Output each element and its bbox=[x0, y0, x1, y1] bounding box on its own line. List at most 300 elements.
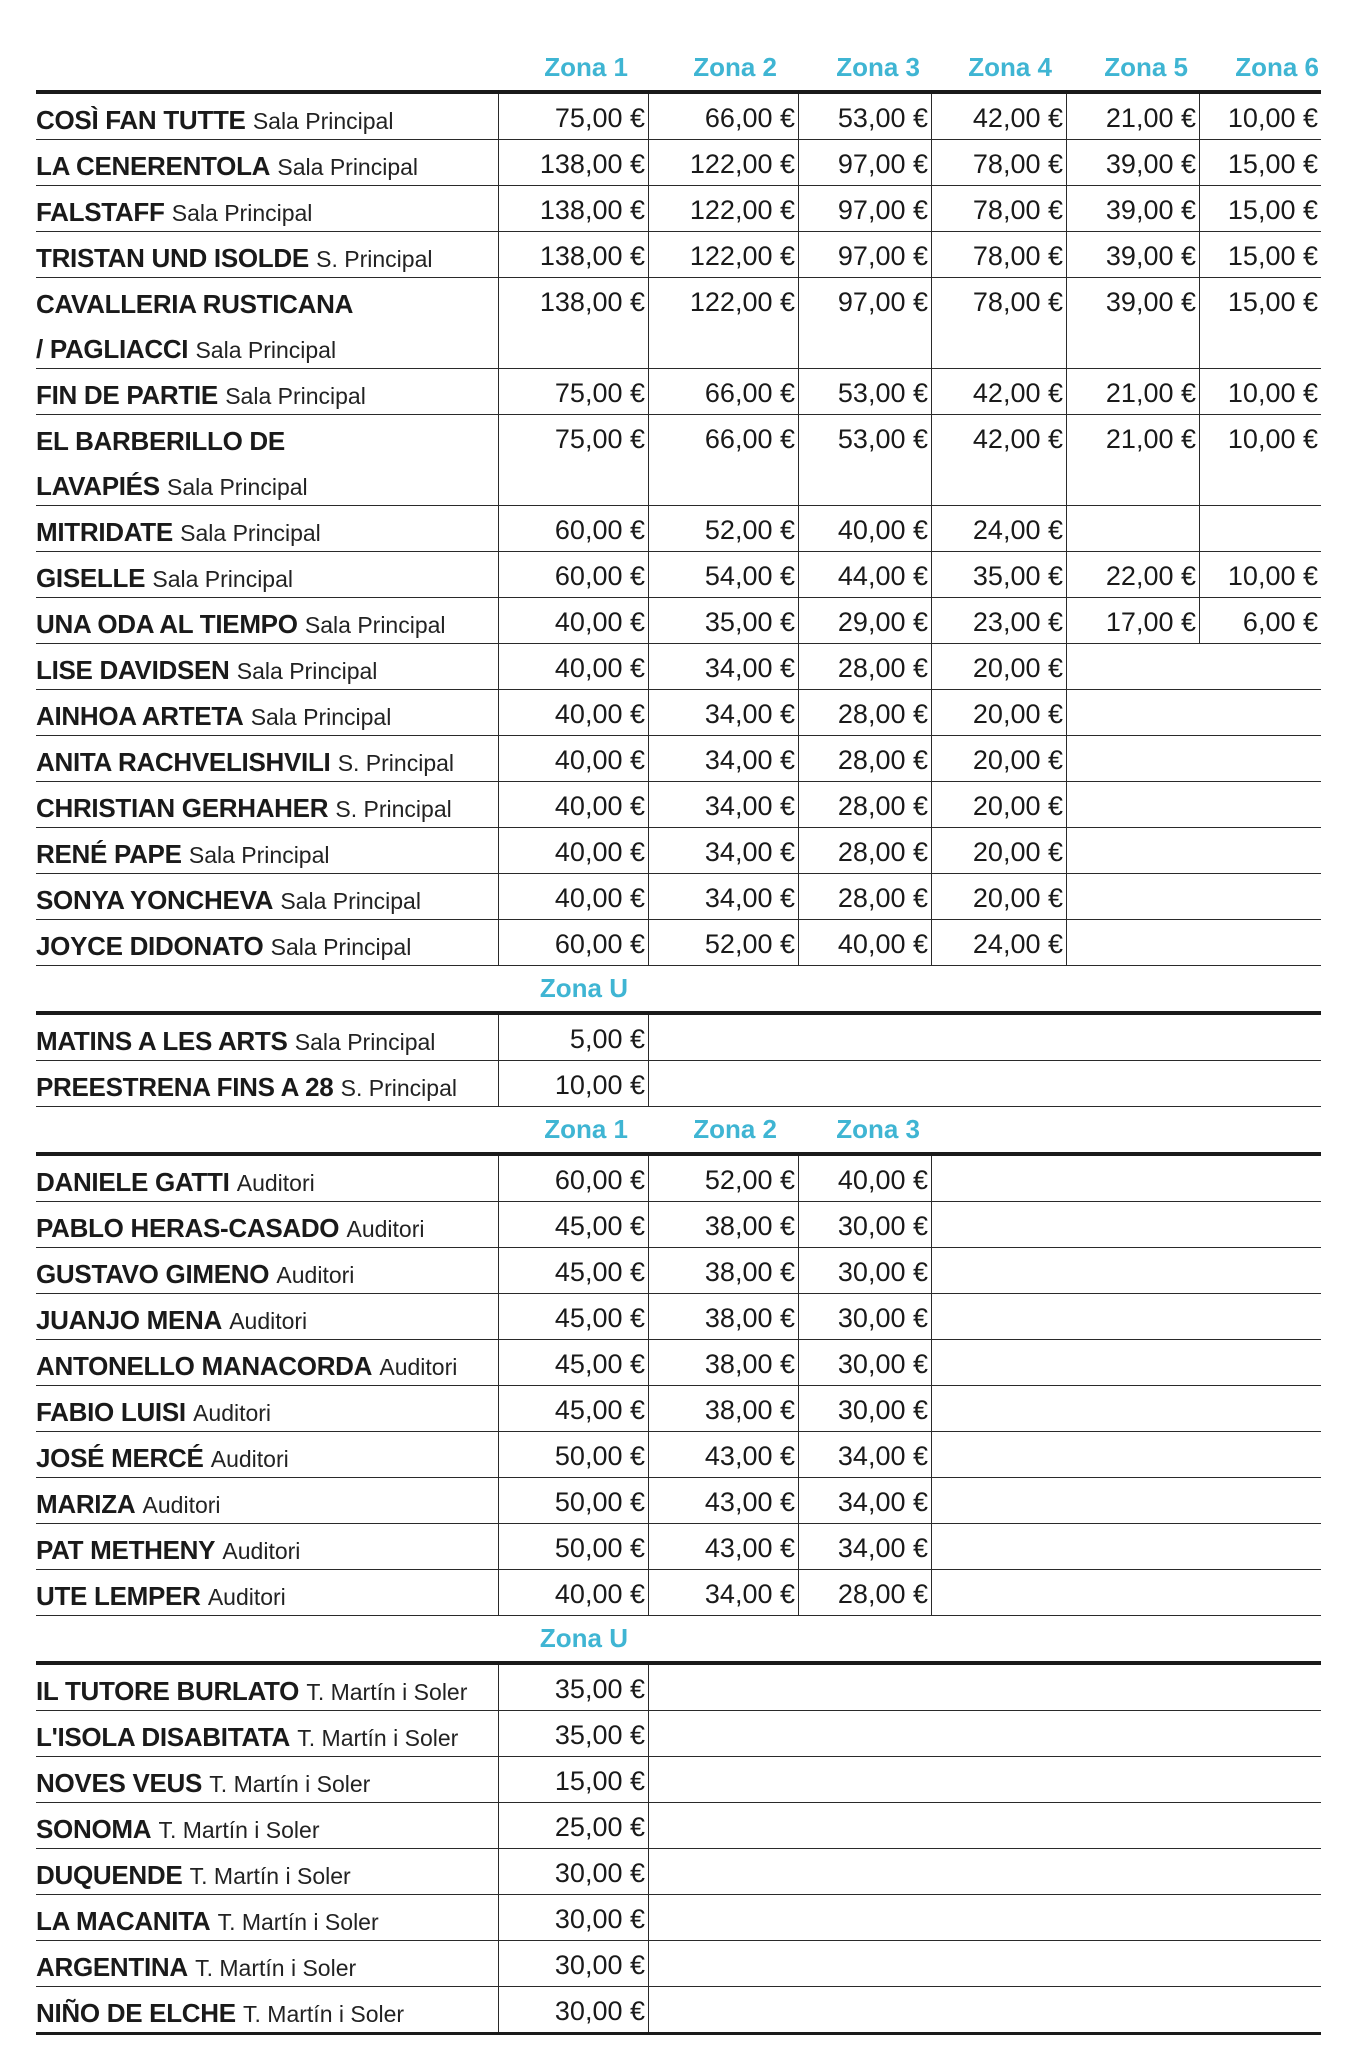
price-value: 30,00 € bbox=[554, 1858, 645, 1888]
price-cell bbox=[798, 874, 931, 919]
event-title: MARIZA bbox=[36, 1489, 136, 1519]
price-cell bbox=[1066, 644, 1321, 689]
price-cell bbox=[798, 1432, 931, 1477]
table-row bbox=[36, 1665, 1321, 1711]
event-title: NIÑO DE ELCHE bbox=[36, 1998, 236, 2028]
event-name-cell bbox=[36, 369, 494, 419]
price-cell bbox=[931, 415, 1066, 505]
price-value: 29,00 € bbox=[837, 607, 928, 637]
price-cell bbox=[1066, 94, 1199, 139]
price-cell bbox=[648, 369, 798, 414]
zone-header-row bbox=[36, 1107, 1321, 1156]
event-venue: Auditori bbox=[193, 1400, 272, 1426]
event-venue: Sala Principal bbox=[236, 658, 378, 684]
price-value: 75,00 € bbox=[554, 378, 645, 408]
price-cell bbox=[648, 1202, 798, 1247]
price-value: 40,00 € bbox=[554, 837, 645, 867]
event-title: CHRISTIAN GERHAHER bbox=[36, 793, 329, 823]
price-cell bbox=[1066, 186, 1199, 231]
event-title: LA CENERENTOLA bbox=[36, 151, 271, 181]
event-name-cell bbox=[36, 1340, 494, 1390]
event-name-cell bbox=[36, 1941, 494, 1991]
event-venue: Auditori bbox=[229, 1308, 308, 1334]
price-cell bbox=[648, 94, 798, 139]
price-cell bbox=[931, 1294, 1321, 1339]
price-cell bbox=[798, 1478, 931, 1523]
event-name-cell bbox=[36, 1432, 494, 1482]
table-row bbox=[36, 278, 1321, 369]
price-cell bbox=[931, 782, 1066, 827]
event-title: AINHOA ARTETA bbox=[36, 701, 244, 731]
price-cell bbox=[648, 1340, 798, 1385]
price-value: 122,00 € bbox=[689, 195, 795, 225]
event-title: TRISTAN UND ISOLDE bbox=[36, 243, 309, 273]
table-row bbox=[36, 415, 1321, 506]
price-cell bbox=[798, 920, 931, 965]
event-name-cell bbox=[36, 1757, 494, 1807]
event-name-cell bbox=[36, 598, 494, 648]
zone-header-row bbox=[36, 1616, 1321, 1665]
price-cell bbox=[498, 1294, 648, 1339]
price-value: 30,00 € bbox=[837, 1303, 928, 1333]
price-value: 30,00 € bbox=[837, 1211, 928, 1241]
price-value: 38,00 € bbox=[704, 1257, 795, 1287]
price-value: 21,00 € bbox=[1105, 378, 1196, 408]
event-venue: Auditori bbox=[379, 1354, 458, 1380]
price-value: 52,00 € bbox=[704, 1165, 795, 1195]
price-cell bbox=[498, 1340, 648, 1385]
event-venue: S. Principal bbox=[335, 796, 452, 822]
price-cell bbox=[648, 1941, 1321, 1986]
price-value: 30,00 € bbox=[837, 1395, 928, 1425]
event-name-cell bbox=[36, 1665, 494, 1715]
price-value: 28,00 € bbox=[837, 883, 928, 913]
table-row bbox=[36, 736, 1321, 782]
price-cell bbox=[931, 828, 1066, 873]
price-value: 23,00 € bbox=[972, 607, 1063, 637]
price-cell bbox=[648, 920, 798, 965]
price-value: 42,00 € bbox=[972, 424, 1063, 454]
event-title: GUSTAVO GIMENO bbox=[36, 1259, 270, 1289]
price-cell bbox=[648, 1665, 1321, 1710]
price-cell bbox=[1199, 369, 1321, 414]
price-cell bbox=[1199, 506, 1321, 551]
price-value: 28,00 € bbox=[837, 699, 928, 729]
price-value: 35,00 € bbox=[704, 607, 795, 637]
price-value: 38,00 € bbox=[704, 1303, 795, 1333]
price-value: 138,00 € bbox=[539, 241, 645, 271]
price-cell bbox=[648, 736, 798, 781]
price-cell bbox=[1199, 552, 1321, 597]
price-cell bbox=[798, 186, 931, 231]
price-cell bbox=[931, 1248, 1321, 1293]
table-row bbox=[36, 186, 1321, 232]
price-value: 78,00 € bbox=[972, 195, 1063, 225]
event-title: UTE LEMPER bbox=[36, 1581, 201, 1611]
price-cell bbox=[498, 140, 648, 185]
price-cell bbox=[498, 415, 648, 505]
price-value: 66,00 € bbox=[704, 378, 795, 408]
price-cell bbox=[498, 506, 648, 551]
price-cell bbox=[1199, 232, 1321, 277]
price-cell bbox=[1066, 598, 1199, 643]
price-value: 34,00 € bbox=[704, 837, 795, 867]
event-title-line2: LAVAPIÉS bbox=[36, 471, 160, 501]
price-value: 34,00 € bbox=[704, 791, 795, 821]
price-cell bbox=[798, 1294, 931, 1339]
price-value: 10,00 € bbox=[1227, 103, 1318, 133]
price-cell bbox=[498, 736, 648, 781]
price-cell bbox=[931, 369, 1066, 414]
table-row bbox=[36, 1849, 1321, 1895]
event-title: MITRIDATE bbox=[36, 517, 173, 547]
price-value: 40,00 € bbox=[554, 883, 645, 913]
price-cell bbox=[498, 644, 648, 689]
price-value: 20,00 € bbox=[972, 837, 1063, 867]
price-value: 45,00 € bbox=[554, 1349, 645, 1379]
price-value: 39,00 € bbox=[1105, 241, 1196, 271]
price-value: 52,00 € bbox=[704, 515, 795, 545]
price-cell bbox=[498, 874, 648, 919]
event-name-cell bbox=[36, 1015, 494, 1065]
price-cell bbox=[931, 186, 1066, 231]
price-value: 34,00 € bbox=[704, 1579, 795, 1609]
price-cell bbox=[498, 1803, 648, 1848]
event-name-cell bbox=[36, 1803, 494, 1853]
price-cell bbox=[798, 736, 931, 781]
price-cell bbox=[498, 1386, 648, 1431]
price-cell bbox=[798, 1202, 931, 1247]
price-cell bbox=[1066, 736, 1321, 781]
price-cell bbox=[1066, 920, 1321, 965]
price-value: 78,00 € bbox=[972, 241, 1063, 271]
price-value: 17,00 € bbox=[1105, 607, 1196, 637]
table-row bbox=[36, 506, 1321, 552]
table-row bbox=[36, 1711, 1321, 1757]
price-value: 30,00 € bbox=[554, 1950, 645, 1980]
price-cell bbox=[1199, 415, 1321, 505]
table-row bbox=[36, 598, 1321, 644]
price-value: 40,00 € bbox=[554, 1579, 645, 1609]
price-value: 60,00 € bbox=[554, 515, 645, 545]
price-cell bbox=[1066, 278, 1199, 368]
price-cell bbox=[798, 94, 931, 139]
price-cell bbox=[648, 598, 798, 643]
event-venue: Auditori bbox=[346, 1216, 425, 1242]
event-name-cell bbox=[36, 506, 494, 556]
event-title: ARGENTINA bbox=[36, 1952, 188, 1982]
price-value: 40,00 € bbox=[554, 653, 645, 683]
price-table bbox=[36, 45, 1321, 2035]
price-cell bbox=[798, 828, 931, 873]
price-cell bbox=[498, 278, 648, 368]
price-cell bbox=[648, 782, 798, 827]
price-value: 43,00 € bbox=[704, 1533, 795, 1563]
event-name-cell bbox=[36, 94, 494, 144]
event-title: ANTONELLO MANACORDA bbox=[36, 1351, 373, 1381]
event-venue: Auditori bbox=[210, 1446, 289, 1472]
price-value: 45,00 € bbox=[554, 1211, 645, 1241]
price-cell bbox=[648, 1478, 798, 1523]
price-value: 20,00 € bbox=[972, 883, 1063, 913]
zone-header: Zona 1 bbox=[544, 52, 628, 82]
event-name-cell bbox=[36, 278, 494, 373]
event-name-cell bbox=[36, 1711, 494, 1761]
price-cell bbox=[498, 1757, 648, 1802]
event-name-cell bbox=[36, 186, 494, 236]
price-value: 42,00 € bbox=[972, 378, 1063, 408]
price-value: 138,00 € bbox=[539, 195, 645, 225]
price-cell bbox=[798, 415, 931, 505]
price-cell bbox=[498, 828, 648, 873]
price-value: 53,00 € bbox=[837, 378, 928, 408]
table-row bbox=[36, 369, 1321, 415]
price-cell bbox=[931, 140, 1066, 185]
price-cell bbox=[931, 1386, 1321, 1431]
price-value: 5,00 € bbox=[569, 1024, 645, 1054]
price-cell bbox=[931, 736, 1066, 781]
event-venue: T. Martín i Soler bbox=[243, 2001, 405, 2027]
price-value: 43,00 € bbox=[704, 1487, 795, 1517]
price-cell bbox=[798, 232, 931, 277]
price-cell bbox=[1199, 598, 1321, 643]
price-value: 20,00 € bbox=[972, 745, 1063, 775]
event-title: LA MACANITA bbox=[36, 1906, 211, 1936]
price-cell bbox=[498, 1711, 648, 1756]
price-value: 45,00 € bbox=[554, 1303, 645, 1333]
event-name-cell bbox=[36, 1061, 494, 1111]
price-cell bbox=[1199, 186, 1321, 231]
price-value: 75,00 € bbox=[554, 103, 645, 133]
event-title: JUANJO MENA bbox=[36, 1305, 222, 1335]
table-row bbox=[36, 782, 1321, 828]
event-name-cell bbox=[36, 644, 494, 694]
price-cell bbox=[798, 1248, 931, 1293]
zone-header-row bbox=[36, 45, 1321, 94]
event-name-cell bbox=[36, 1294, 494, 1344]
event-title: LISE DAVIDSEN bbox=[36, 655, 230, 685]
event-title: L'ISOLA DISABITATA bbox=[36, 1722, 291, 1752]
event-venue: Sala Principal bbox=[152, 566, 294, 592]
event-venue: Sala Principal bbox=[280, 888, 421, 914]
event-venue: Auditori bbox=[207, 1584, 286, 1610]
table-row bbox=[36, 1987, 1321, 2035]
price-cell bbox=[498, 1248, 648, 1293]
price-value: 21,00 € bbox=[1105, 424, 1196, 454]
price-value: 97,00 € bbox=[837, 287, 928, 317]
price-cell bbox=[648, 828, 798, 873]
event-name-cell bbox=[36, 1849, 494, 1899]
event-venue: T. Martín i Soler bbox=[217, 1909, 379, 1935]
price-value: 54,00 € bbox=[704, 561, 795, 591]
event-venue: S. Principal bbox=[340, 1075, 457, 1101]
table-row bbox=[36, 1895, 1321, 1941]
event-title: SONOMA bbox=[36, 1814, 152, 1844]
price-value: 40,00 € bbox=[837, 1165, 928, 1195]
price-value: 60,00 € bbox=[554, 1165, 645, 1195]
price-value: 78,00 € bbox=[972, 287, 1063, 317]
zone-header-row bbox=[36, 966, 1321, 1015]
event-title: SONYA YONCHEVA bbox=[36, 885, 274, 915]
event-title: ANITA RACHVELISHVILI bbox=[36, 747, 331, 777]
event-venue: T. Martín i Soler bbox=[195, 1955, 357, 1981]
event-title: CAVALLERIA RUSTICANA bbox=[36, 289, 354, 319]
event-title: PREESTRENA FINS A 28 bbox=[36, 1072, 334, 1102]
price-cell bbox=[498, 1432, 648, 1477]
price-value: 138,00 € bbox=[539, 149, 645, 179]
price-cell bbox=[648, 415, 798, 505]
event-name-cell bbox=[36, 736, 494, 786]
price-cell bbox=[498, 1156, 648, 1201]
table-row bbox=[36, 94, 1321, 140]
table-row bbox=[36, 1570, 1321, 1616]
price-cell bbox=[798, 644, 931, 689]
price-value: 15,00 € bbox=[1227, 195, 1318, 225]
price-cell bbox=[931, 598, 1066, 643]
zone-header: Zona 2 bbox=[693, 1114, 777, 1144]
price-cell bbox=[798, 598, 931, 643]
price-value: 122,00 € bbox=[689, 149, 795, 179]
price-cell bbox=[1066, 874, 1321, 919]
price-cell bbox=[498, 186, 648, 231]
price-value: 50,00 € bbox=[554, 1487, 645, 1517]
price-value: 45,00 € bbox=[554, 1395, 645, 1425]
event-venue: Sala Principal bbox=[180, 520, 321, 546]
event-name-cell bbox=[36, 1248, 494, 1298]
event-venue: Sala Principal bbox=[167, 474, 308, 500]
event-title: RENÉ PAPE bbox=[36, 839, 182, 869]
table-row bbox=[36, 1478, 1321, 1524]
price-cell bbox=[498, 920, 648, 965]
price-cell bbox=[648, 186, 798, 231]
price-value: 6,00 € bbox=[1242, 607, 1318, 637]
price-cell bbox=[648, 1895, 1321, 1940]
table-row bbox=[36, 690, 1321, 736]
event-name-cell bbox=[36, 1202, 494, 1252]
event-title: MATINS A LES ARTS bbox=[36, 1026, 288, 1056]
price-cell bbox=[648, 232, 798, 277]
price-cell bbox=[648, 552, 798, 597]
event-title: COSÌ FAN TUTTE bbox=[36, 105, 246, 135]
price-cell bbox=[931, 644, 1066, 689]
price-cell bbox=[931, 1524, 1321, 1569]
event-name-cell bbox=[36, 828, 494, 878]
event-title: FALSTAFF bbox=[36, 197, 165, 227]
price-value: 39,00 € bbox=[1105, 287, 1196, 317]
price-cell bbox=[1066, 415, 1199, 505]
price-cell bbox=[648, 1849, 1321, 1894]
price-value: 97,00 € bbox=[837, 195, 928, 225]
table-row bbox=[36, 1015, 1321, 1061]
price-value: 34,00 € bbox=[704, 653, 795, 683]
event-title: FIN DE PARTIE bbox=[36, 380, 218, 410]
event-venue: Auditori bbox=[142, 1492, 221, 1518]
price-cell bbox=[931, 690, 1066, 735]
price-cell bbox=[498, 369, 648, 414]
price-cell bbox=[498, 598, 648, 643]
price-cell bbox=[648, 874, 798, 919]
price-cell bbox=[1199, 94, 1321, 139]
price-cell bbox=[498, 1015, 648, 1060]
event-venue: Sala Principal bbox=[252, 108, 394, 134]
event-name-cell bbox=[36, 1386, 494, 1436]
price-value: 35,00 € bbox=[554, 1720, 645, 1750]
price-value: 28,00 € bbox=[837, 745, 928, 775]
price-cell bbox=[648, 1432, 798, 1477]
price-value: 40,00 € bbox=[554, 745, 645, 775]
event-name-cell bbox=[36, 874, 494, 924]
event-title: PAT METHENY bbox=[36, 1535, 216, 1565]
price-cell bbox=[498, 1202, 648, 1247]
table-row bbox=[36, 1524, 1321, 1570]
price-cell bbox=[798, 1156, 931, 1201]
price-cell bbox=[498, 1849, 648, 1894]
table-row bbox=[36, 1386, 1321, 1432]
price-value: 50,00 € bbox=[554, 1533, 645, 1563]
price-cell bbox=[798, 369, 931, 414]
event-title-line2: / PAGLIACCI bbox=[36, 334, 189, 364]
table-row bbox=[36, 1340, 1321, 1386]
table-row bbox=[36, 1803, 1321, 1849]
event-name-cell bbox=[36, 1478, 494, 1528]
price-value: 50,00 € bbox=[554, 1441, 645, 1471]
table-row bbox=[36, 1294, 1321, 1340]
price-cell bbox=[648, 1061, 1321, 1106]
event-name-cell bbox=[36, 920, 494, 970]
price-cell bbox=[498, 1570, 648, 1615]
event-venue: Auditori bbox=[236, 1170, 315, 1196]
price-value: 34,00 € bbox=[704, 883, 795, 913]
price-cell bbox=[498, 1061, 648, 1106]
price-cell bbox=[1066, 232, 1199, 277]
price-cell bbox=[648, 1248, 798, 1293]
price-cell bbox=[931, 920, 1066, 965]
price-cell bbox=[648, 1156, 798, 1201]
price-value: 138,00 € bbox=[539, 287, 645, 317]
zone-header: Zona 2 bbox=[693, 52, 777, 82]
event-name-cell bbox=[36, 1895, 494, 1945]
price-cell bbox=[1066, 782, 1321, 827]
price-value: 21,00 € bbox=[1105, 103, 1196, 133]
price-cell bbox=[1066, 828, 1321, 873]
table-row bbox=[36, 552, 1321, 598]
price-cell bbox=[931, 874, 1066, 919]
price-value: 35,00 € bbox=[554, 1674, 645, 1704]
event-title: FABIO LUISI bbox=[36, 1397, 186, 1427]
table-row bbox=[36, 1757, 1321, 1803]
price-cell bbox=[931, 1202, 1321, 1247]
zone-header: Zona 5 bbox=[1104, 52, 1188, 82]
event-venue: Sala Principal bbox=[250, 704, 392, 730]
price-cell bbox=[931, 1340, 1321, 1385]
event-venue: Sala Principal bbox=[195, 337, 337, 363]
price-cell bbox=[798, 1524, 931, 1569]
price-cell bbox=[798, 552, 931, 597]
price-cell bbox=[931, 1570, 1321, 1615]
price-cell bbox=[648, 1524, 798, 1569]
zone-header: Zona U bbox=[539, 973, 628, 1003]
price-cell bbox=[648, 506, 798, 551]
price-cell bbox=[498, 782, 648, 827]
price-value: 28,00 € bbox=[837, 653, 928, 683]
price-cell bbox=[498, 1895, 648, 1940]
price-value: 30,00 € bbox=[554, 1904, 645, 1934]
price-value: 39,00 € bbox=[1105, 149, 1196, 179]
price-cell bbox=[648, 278, 798, 368]
price-value: 20,00 € bbox=[972, 791, 1063, 821]
price-value: 66,00 € bbox=[704, 103, 795, 133]
price-value: 40,00 € bbox=[554, 791, 645, 821]
